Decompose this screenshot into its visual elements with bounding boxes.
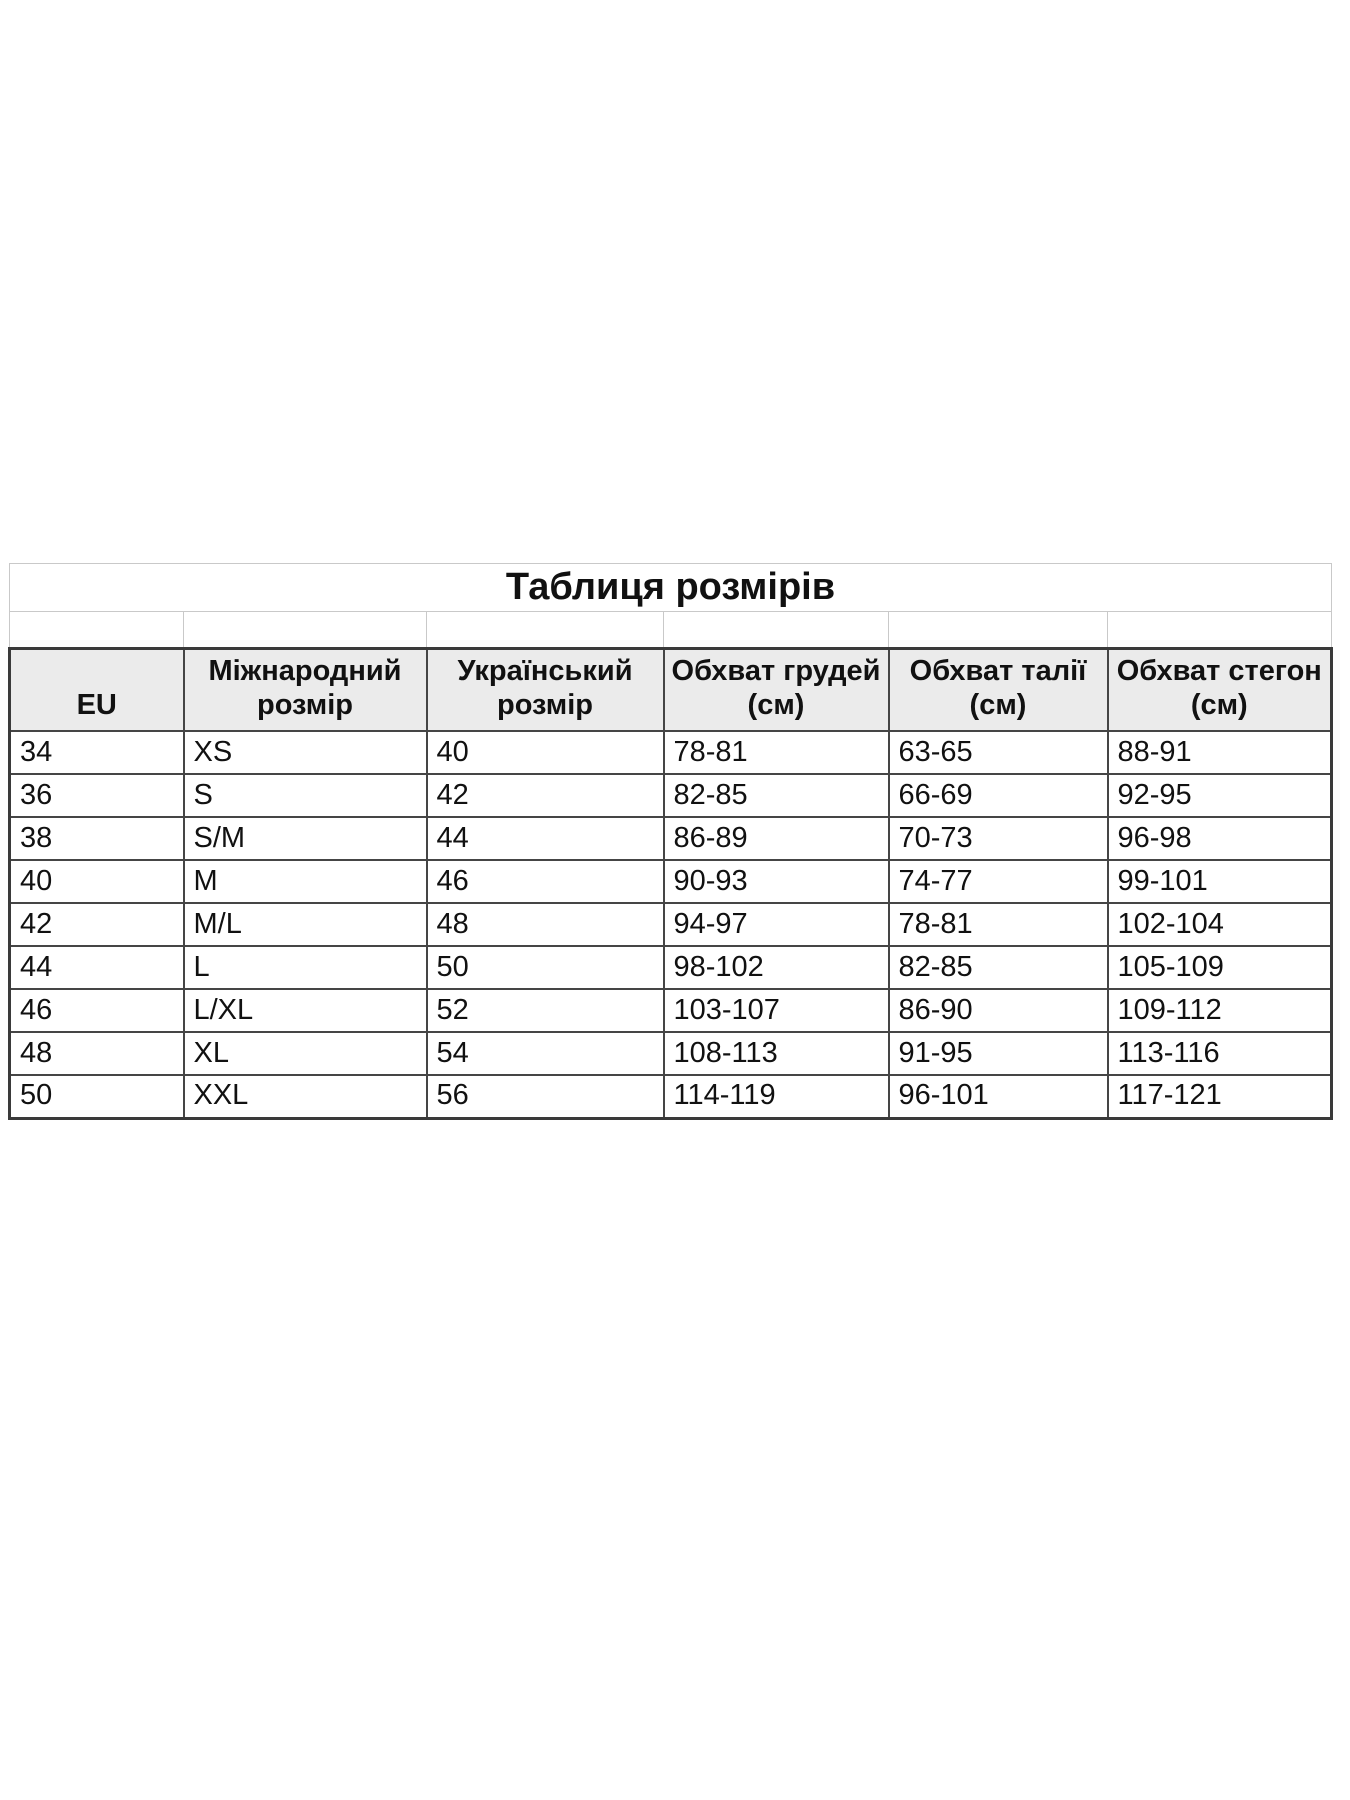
table-cell: XS bbox=[184, 731, 427, 774]
table-cell: 74-77 bbox=[889, 860, 1108, 903]
table-cell: 44 bbox=[10, 946, 184, 989]
table-cell: 103-107 bbox=[664, 989, 889, 1032]
size-table-container bbox=[8, 563, 1330, 1120]
table-cell: 90-93 bbox=[664, 860, 889, 903]
table-cell: 48 bbox=[10, 1032, 184, 1075]
table-cell: 63-65 bbox=[889, 731, 1108, 774]
table-cell: 70-73 bbox=[889, 817, 1108, 860]
table-cell: 98-102 bbox=[664, 946, 889, 989]
spacer-cell bbox=[889, 612, 1108, 649]
table-cell: 66-69 bbox=[889, 774, 1108, 817]
table-row bbox=[10, 860, 1332, 903]
title-section bbox=[10, 564, 1332, 649]
column-header-hips: Обхват стегон (см) bbox=[1108, 649, 1332, 732]
table-cell: S bbox=[184, 774, 427, 817]
header-row bbox=[10, 649, 1332, 732]
table-cell: XXL bbox=[184, 1075, 427, 1118]
table-title-row bbox=[10, 564, 1332, 612]
table-cell: 42 bbox=[10, 903, 184, 946]
column-header-international-size: Міжнародний розмір bbox=[184, 649, 427, 732]
table-cell: 36 bbox=[10, 774, 184, 817]
table-cell: 109-112 bbox=[1108, 989, 1332, 1032]
table-cell: 99-101 bbox=[1108, 860, 1332, 903]
table-row bbox=[10, 903, 1332, 946]
table-cell: 78-81 bbox=[889, 903, 1108, 946]
table-cell: 78-81 bbox=[664, 731, 889, 774]
table-cell: 42 bbox=[427, 774, 664, 817]
table-row bbox=[10, 774, 1332, 817]
table-cell: 38 bbox=[10, 817, 184, 860]
table-cell: 102-104 bbox=[1108, 903, 1332, 946]
column-header-ukrainian-size: Український розмір bbox=[427, 649, 664, 732]
table-grid bbox=[10, 649, 1332, 1119]
table-cell: 88-91 bbox=[1108, 731, 1332, 774]
table-cell: 82-85 bbox=[889, 946, 1108, 989]
spacer-cell bbox=[1108, 612, 1332, 649]
size-table bbox=[8, 563, 1333, 1120]
table-cell: 34 bbox=[10, 731, 184, 774]
spacer-cell bbox=[184, 612, 427, 649]
spacer-cell bbox=[427, 612, 664, 649]
table-row bbox=[10, 1032, 1332, 1075]
table-cell: 82-85 bbox=[664, 774, 889, 817]
column-header-waist: Обхват талії (см) bbox=[889, 649, 1108, 732]
table-cell: 113-116 bbox=[1108, 1032, 1332, 1075]
table-row bbox=[10, 731, 1332, 774]
spacer-cell bbox=[664, 612, 889, 649]
table-cell: S/M bbox=[184, 817, 427, 860]
table-cell: 40 bbox=[10, 860, 184, 903]
table-cell: 92-95 bbox=[1108, 774, 1332, 817]
table-cell: M/L bbox=[184, 903, 427, 946]
table-cell: 114-119 bbox=[664, 1075, 889, 1118]
table-cell: 44 bbox=[427, 817, 664, 860]
table-cell: 52 bbox=[427, 989, 664, 1032]
column-header-chest: Обхват грудей (см) bbox=[664, 649, 889, 732]
table-cell: 117-121 bbox=[1108, 1075, 1332, 1118]
table-cell: 46 bbox=[427, 860, 664, 903]
table-cell: 86-90 bbox=[889, 989, 1108, 1032]
spacer-cell bbox=[10, 612, 184, 649]
spacer-row bbox=[10, 612, 1332, 649]
table-cell: 96-98 bbox=[1108, 817, 1332, 860]
table-cell: 91-95 bbox=[889, 1032, 1108, 1075]
table-cell: 96-101 bbox=[889, 1075, 1108, 1118]
table-cell: XL bbox=[184, 1032, 427, 1075]
column-header-eu: EU bbox=[10, 649, 184, 732]
table-title: Таблиця розмірів bbox=[10, 564, 1332, 612]
table-cell: 108-113 bbox=[664, 1032, 889, 1075]
table-cell: 86-89 bbox=[664, 817, 889, 860]
table-cell: 40 bbox=[427, 731, 664, 774]
table-cell: 94-97 bbox=[664, 903, 889, 946]
table-row bbox=[10, 817, 1332, 860]
table-row bbox=[10, 989, 1332, 1032]
table-row bbox=[10, 946, 1332, 989]
table-cell: L/XL bbox=[184, 989, 427, 1032]
table-cell: 50 bbox=[427, 946, 664, 989]
table-row bbox=[10, 1075, 1332, 1118]
table-cell: 56 bbox=[427, 1075, 664, 1118]
table-cell: 50 bbox=[10, 1075, 184, 1118]
table-cell: L bbox=[184, 946, 427, 989]
table-cell: M bbox=[184, 860, 427, 903]
table-cell: 105-109 bbox=[1108, 946, 1332, 989]
table-cell: 48 bbox=[427, 903, 664, 946]
table-cell: 46 bbox=[10, 989, 184, 1032]
table-cell: 54 bbox=[427, 1032, 664, 1075]
